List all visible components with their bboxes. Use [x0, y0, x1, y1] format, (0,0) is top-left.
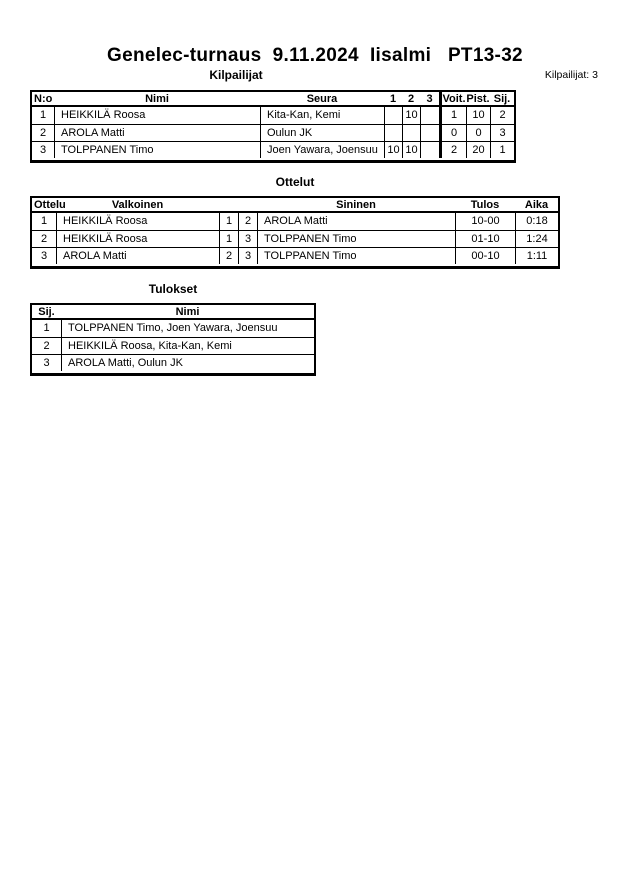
- cell-match-no: 3: [40, 250, 48, 262]
- cell-seura: Oulun JK: [260, 125, 384, 141]
- results-table: [30, 303, 316, 376]
- cell-round1: [384, 107, 402, 124]
- cell-round2: [402, 125, 420, 141]
- header-cell-valkoinen: Valkoinen: [111, 199, 164, 211]
- cell-nimi: HEIKKILÄ Roosa: [54, 107, 260, 124]
- cell-round1: [384, 125, 402, 141]
- cell-match-no: 1: [40, 215, 48, 227]
- cell-aika: 1:24: [515, 231, 558, 247]
- cell-nimi: HEIKKILÄ Roosa, Kita-Kan, Kemi: [61, 338, 314, 354]
- competitors-count: Kilpailijat: 3: [544, 69, 598, 81]
- cell-nimi: AROLA Matti, Oulun JK: [61, 355, 314, 371]
- cell-sij: 2: [490, 107, 514, 124]
- table-row: [32, 230, 558, 247]
- table-row: [32, 247, 558, 264]
- cell-nimi: TOLPPANEN Timo: [54, 142, 260, 158]
- section-title-kilpailijat: Kilpailijat: [209, 68, 263, 82]
- cell-nimi: AROLA Matti: [54, 125, 260, 141]
- cell-valkoinen: AROLA Matti: [56, 248, 219, 264]
- header-cell-round3: 3: [426, 93, 433, 105]
- cell-round2: 10: [402, 107, 420, 124]
- cell-tulos: 00-10: [455, 248, 515, 264]
- header-cell-ottelu: Ottelu: [34, 199, 66, 211]
- cell-blue-no: 3: [238, 248, 257, 264]
- header-cell-round2: 2: [407, 93, 415, 105]
- competitors-table: [30, 90, 516, 163]
- header-cell-voit: Voit.: [442, 93, 466, 105]
- cell-tulos: 10-00: [455, 213, 515, 230]
- cell-round3: [420, 107, 439, 124]
- cell-no: 3: [39, 144, 47, 156]
- cell-sininen: AROLA Matti: [257, 213, 455, 230]
- header-cell-sij: Sij.: [38, 306, 55, 318]
- matches-table: [30, 196, 560, 269]
- header-cell-round1: 1: [389, 93, 397, 105]
- cell-blue-no: 3: [238, 231, 257, 247]
- table-row: [32, 213, 558, 230]
- cell-sininen: TOLPPANEN Timo: [257, 248, 455, 264]
- table-row: [32, 320, 314, 337]
- header-cell-pist: Pist.: [466, 93, 490, 105]
- page-title: Genelec-turnaus 9.11.2024 Iisalmi PT13-32: [107, 45, 523, 66]
- cell-round2: 10: [402, 142, 420, 158]
- header-cell-nimi: Nimi: [145, 93, 169, 105]
- cell-round1: 10: [384, 142, 402, 158]
- cell-valkoinen: HEIKKILÄ Roosa: [56, 231, 219, 247]
- section-title-tulokset: Tulokset: [148, 282, 198, 296]
- cell-aika: 1:11: [515, 248, 558, 264]
- cell-sij: 1: [490, 142, 514, 158]
- header-cell-sij: Sij.: [493, 93, 511, 105]
- cell-voit: 0: [439, 125, 466, 141]
- header-cell-sininen: Sininen: [336, 199, 376, 211]
- cell-white-no: 1: [219, 231, 238, 247]
- cell-voit: 2: [439, 142, 466, 158]
- cell-pist: 20: [466, 142, 490, 158]
- cell-no: 1: [39, 109, 47, 121]
- cell-blue-no: 2: [238, 213, 257, 230]
- cell-white-no: 2: [219, 248, 238, 264]
- cell-pist: 0: [466, 125, 490, 141]
- cell-sij: 3: [490, 125, 514, 141]
- matches-table-header: [32, 198, 558, 213]
- header-cell-seura: Seura: [306, 93, 338, 105]
- cell-nimi: TOLPPANEN Timo, Joen Yawara, Joensuu: [61, 320, 314, 337]
- cell-round3: [420, 125, 439, 141]
- cell-no: 2: [39, 127, 47, 139]
- header-cell-tulos: Tulos: [470, 199, 500, 211]
- table-row: [32, 124, 514, 141]
- cell-voit: 1: [439, 107, 466, 124]
- cell-tulos: 01-10: [455, 231, 515, 247]
- section-title-ottelut: Ottelut: [275, 175, 315, 189]
- cell-sij: 2: [43, 340, 50, 352]
- header-cell-no: N:o: [34, 93, 53, 105]
- cell-sininen: TOLPPANEN Timo: [257, 231, 455, 247]
- cell-pist: 10: [466, 107, 490, 124]
- cell-white-no: 1: [219, 213, 238, 230]
- header-cell-nimi: Nimi: [175, 306, 200, 318]
- group-separator-line: [439, 92, 442, 107]
- cell-seura: Joen Yawara, Joensuu: [260, 142, 384, 158]
- table-row: [32, 141, 514, 158]
- cell-round3: [420, 142, 439, 158]
- table-row: [32, 337, 314, 354]
- results-table-header: [32, 305, 314, 320]
- header-cell-aika: Aika: [524, 199, 549, 211]
- cell-seura: Kita-Kan, Kemi: [260, 107, 384, 124]
- cell-sij: 3: [43, 357, 50, 369]
- cell-valkoinen: HEIKKILÄ Roosa: [56, 213, 219, 230]
- competitors-table-header: [32, 92, 514, 107]
- cell-sij: 1: [43, 322, 50, 334]
- cell-aika: 0:18: [515, 213, 558, 230]
- cell-match-no: 2: [40, 233, 48, 245]
- table-row: [32, 107, 514, 124]
- table-row: [32, 354, 314, 371]
